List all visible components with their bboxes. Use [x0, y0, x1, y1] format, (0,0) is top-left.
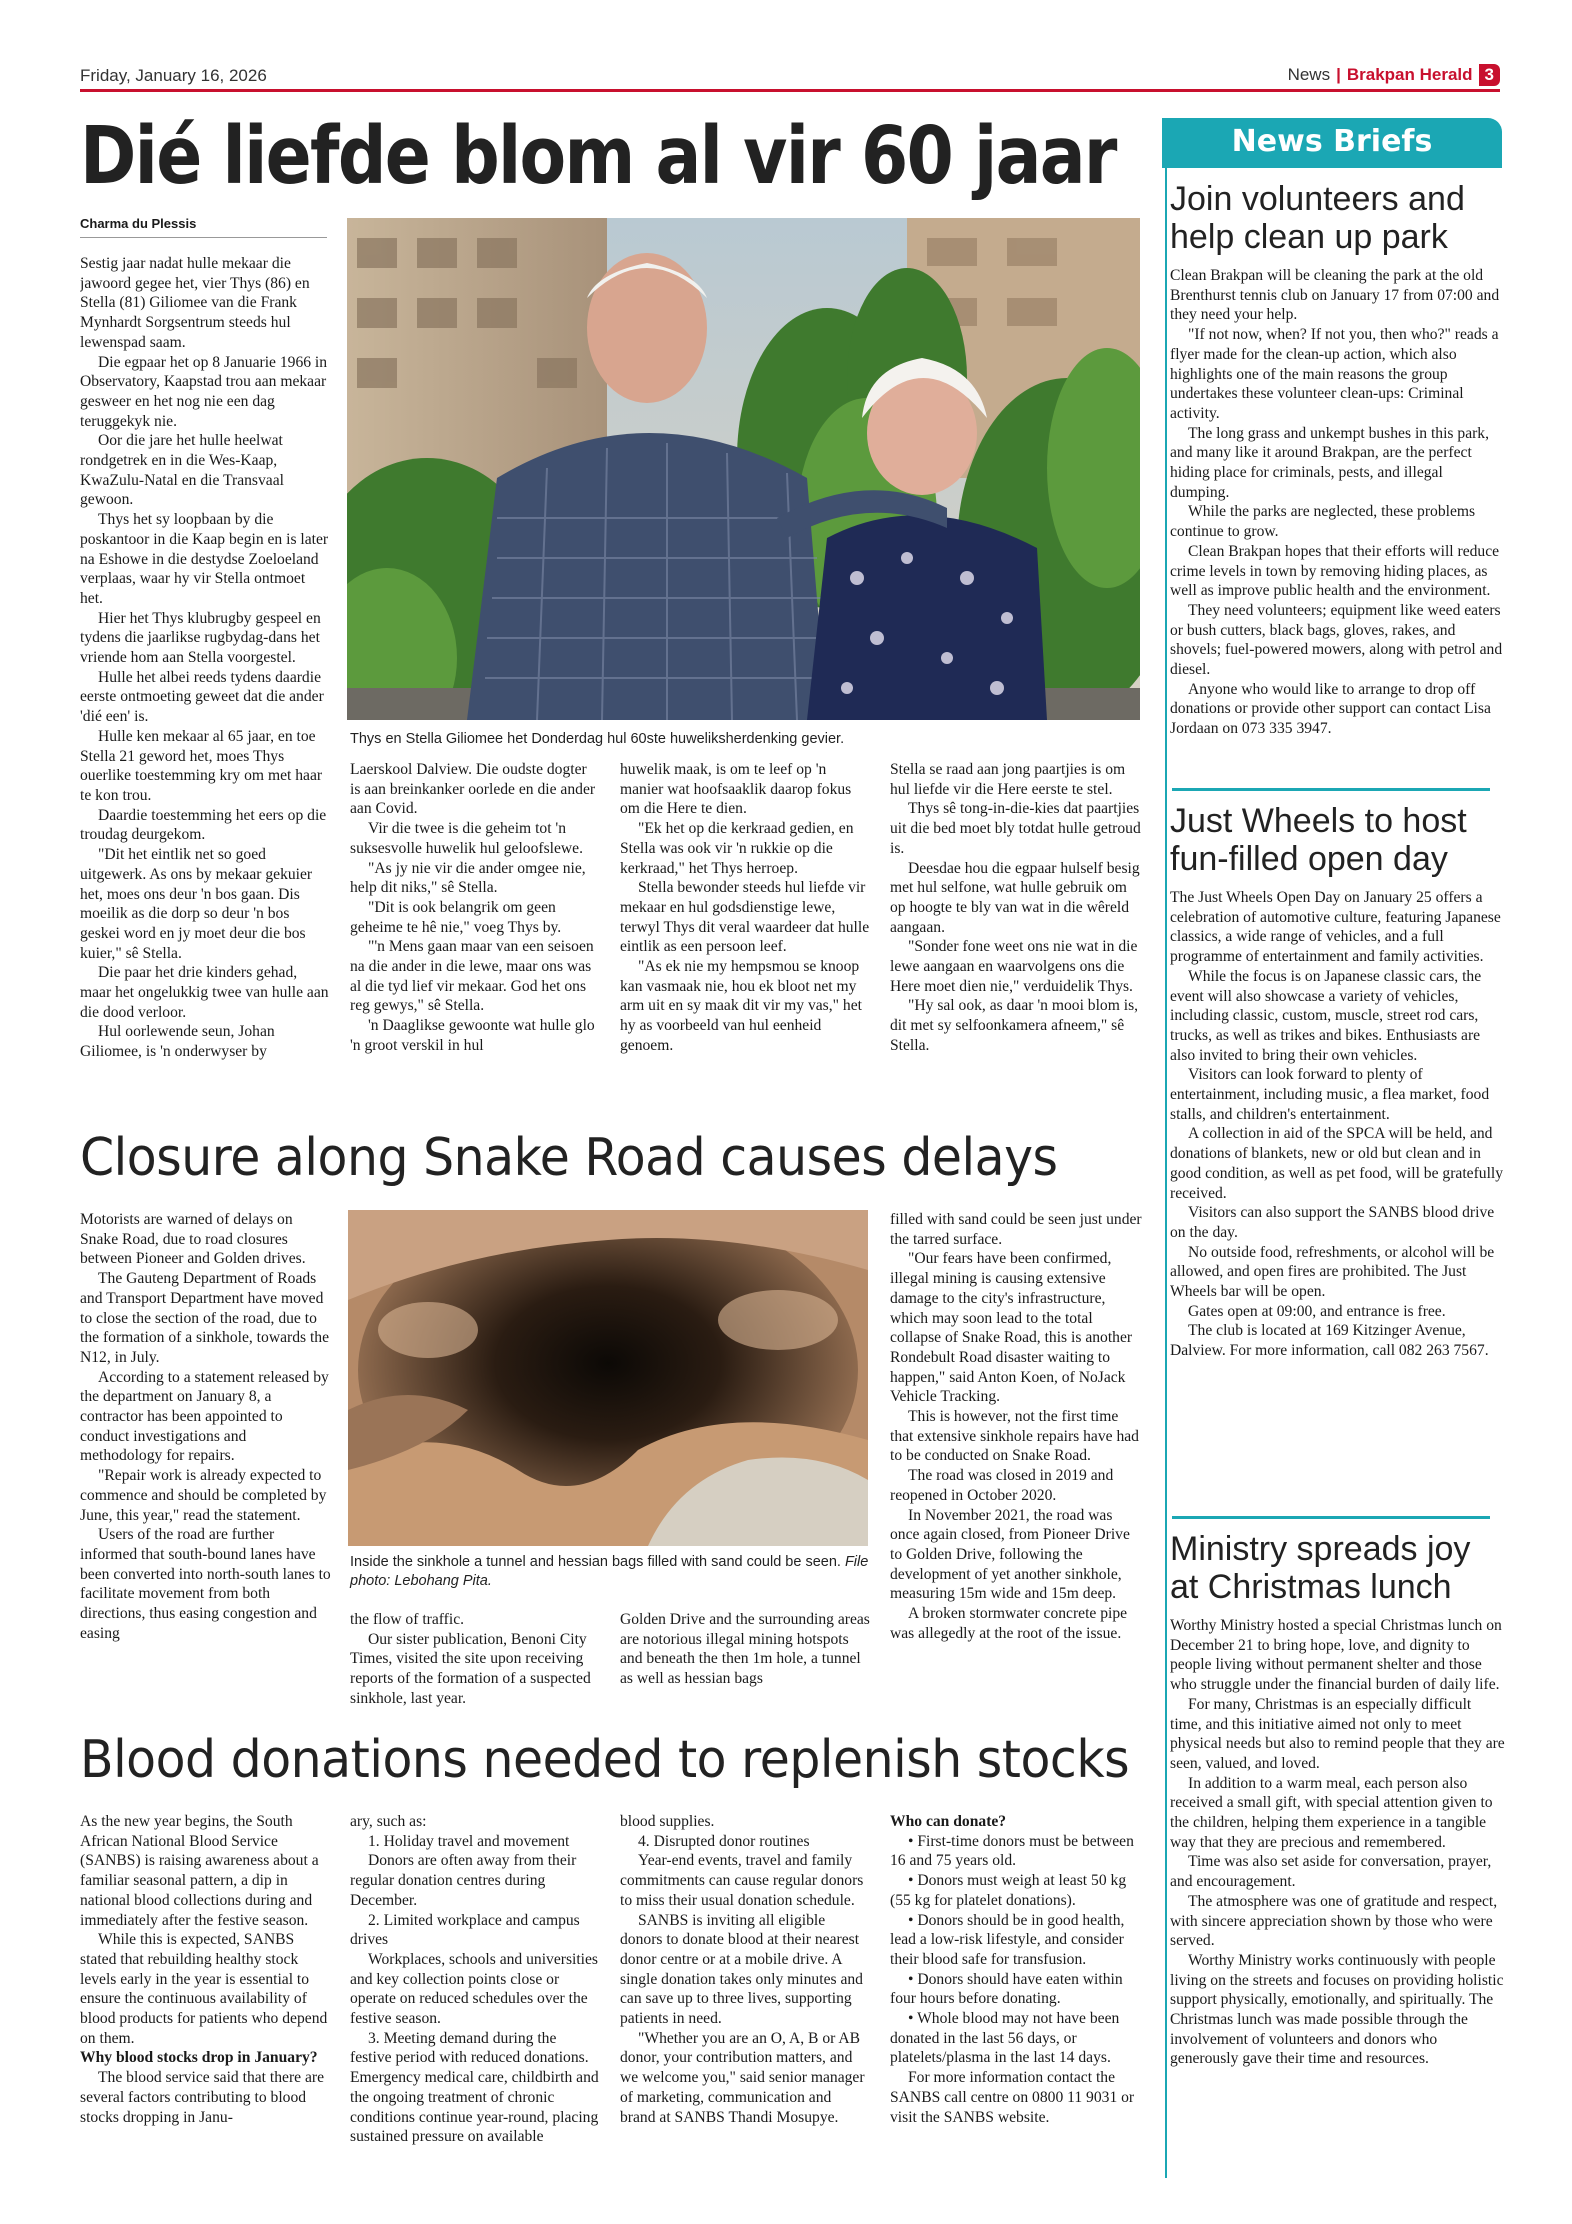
paragraph: As the new year begins, the South African National Blood Service (SANBS) is raising awareness about a familiar seasonal pattern, a dip in national blood collections during and immediately after the festive season. [80, 1813, 319, 1929]
paragraph: Stella se raad aan jong paartjies is om hul liefde vir die Here eerste te stel. [890, 761, 1126, 798]
story1-headline: Dié liefde blom al vir 60 jaar [80, 110, 1116, 202]
paragraph: Workplaces, schools and universities and key collection points close or operate on reduced schedules over the festive season. [350, 1950, 598, 2028]
news-briefs-title: News Briefs [1231, 124, 1433, 159]
paragraph: filled with sand could be seen just under the tarred surface. [890, 1211, 1142, 1248]
paragraph: "As ek nie my hempsmou se knoop kan vasmaak nie, hou ek bloot net my arm uit en sy maak dit vir my vas," het hy as voorbeeld van hul eenheid genoem. [620, 958, 862, 1054]
paragraph: Users of the road are further informed that south-bound lanes have been converted into north-south lanes to facilitate movement from both directions, thus easing congestion and easing [80, 1526, 331, 1642]
paragraph: No outside food, refreshments, or alcohol will be allowed, and open fires are prohibited. The Just Wheels bar will be open. [1170, 1243, 1495, 1301]
paragraph: Gates open at 09:00, and entrance is free. [1188, 1302, 1446, 1320]
paragraph: 4. Disrupted donor routines [638, 1832, 810, 1850]
paragraph: "Our fears have been confirmed, illegal mining is causing extensive damage to the city's infrastructure, which may soon lead to the total collapse of Snake Road, this is another Rondebult Road disaster waiting to happen," said Anton Koen, of NoJack Vehicle Tracking. [890, 1250, 1133, 1406]
story3-column-2 [350, 1812, 600, 2177]
paragraph: 1. Holiday travel and movement [368, 1832, 570, 1850]
paragraph: Hier het Thys klubrugby gespeel en tydens die jaarlikse rugbydag-dans het vriende hom aan Stella voorgestel. [80, 609, 321, 667]
paragraph: the flow of traffic. [350, 1611, 465, 1628]
paragraph: They need volunteers; equipment like weed eaters or bush cutters, black bags, gloves, rakes, and shovels; fuel-powered mowers, along with petrol and diesel. [1170, 601, 1503, 679]
paragraph: Thys sê tong-in-die-kies dat paartjies uit die bed moet bly totdat hulle getroud is. [890, 800, 1141, 857]
brief3-headline: Ministry spreads joy at Christmas lunch [1170, 1530, 1471, 1606]
sidebar-rule [1165, 168, 1167, 2178]
paragraph: While the parks are neglected, these problems continue to grow. [1170, 503, 1476, 541]
paragraph: • Donors should be in good health, lead a low-risk lifestyle, and consider their blood safe for transfusion. [890, 1911, 1125, 1968]
page-number: 3 [1479, 64, 1500, 86]
paragraph: Clean Brakpan hopes that their efforts will reduce crime levels in town by removing hiding places, as well as improve public health and the environment. [1170, 542, 1500, 600]
paragraph: For more information contact the SANBS call centre on 0800 11 9031 or visit the SANBS website. [890, 2069, 1135, 2126]
story1-caption: Thys en Stella Giliomee het Donderdag hul 60ste huweliksherdenking gevier. [350, 731, 845, 747]
paragraph: 'n Daaglikse gewoonte wat hulle glo 'n groot verskil in hul [350, 1017, 595, 1054]
paragraph: Our sister publication, Benoni City Times, visited the site upon receiving reports of the formation of a suspected sinkhole, last year. [350, 1630, 591, 1707]
brief2-headline: Just Wheels to host fun-filled open day [1170, 802, 1467, 878]
paragraph: Year-end events, travel and family commitments can cause regular donors to miss their usual donation schedule. [620, 1852, 864, 1909]
paragraph: A broken stormwater concrete pipe was allegedly at the root of the issue. [890, 1605, 1128, 1642]
paragraph: Donors are often away from their regular donation centres during December. [350, 1852, 577, 1909]
paragraph: The road was closed in 2019 and reopened in October 2020. [890, 1467, 1114, 1504]
masthead-right [1288, 64, 1500, 86]
paragraph: Hul oorlewende seun, Johan Giliomee, is 'n onderwyser by [80, 1023, 275, 1061]
story1-byline: Charma du Plessis [80, 216, 327, 238]
paragraph: This is however, not the first time that extensive sinkhole repairs have had to be conducted on Snake Road. [890, 1408, 1139, 1465]
paragraph: The club is located at 169 Kitzinger Avenue, Dalview. For more information, call 082 263 7567. [1170, 1322, 1489, 1360]
paragraph: Golden Drive and the surrounding areas are notorious illegal mining hotspots and beneath the then 1m hole, a tunnel as well as hessian bags [620, 1611, 870, 1688]
paragraph: • Donors must weigh at least 50 kg (55 kg for platelet donations). [890, 1872, 1127, 1909]
paragraph: Worthy Ministry works continuously with people living on the streets and focuses on providing holistic support physically, emotionally, and spiritually. The Christmas lunch was made possible through the involvement of volunteers and donors who generously gave their time and resources. [1170, 1951, 1504, 2068]
paragraph: Anyone who would like to arrange to drop off donations or provide other support can contact Lisa Jordaan on 073 335 3947. [1170, 680, 1491, 738]
paragraph: "'n Mens gaan maar van een seisoen na die ander in die lewe, maar ons was al die tyd lief vir mekaar. God het ons reg gewys," sê Stella. [350, 938, 594, 1015]
story3-headline: Blood donations needed to replenish stocks [80, 1730, 1130, 1790]
paragraph: Thys het sy loopbaan by die poskantoor in die Kaap begin en is later na Eshowe in die destydse Zoeloeland verplaas, waar hy vir Stella ontmoet het. [80, 511, 329, 607]
paragraph: While the focus is on Japanese classic cars, the event will also showcase a variety of vehicles, including classic, custom, muscle, street rod cars, trucks, as well as trikes and bikes. Enthusiasts are also invited to bring their own vehicles. [1170, 967, 1482, 1064]
paragraph: "Whether you are an O, A, B or AB donor, your contribution matters, and we welcome you," said senior manager of marketing, communication and brand at SANBS Thandi Mosupye. [620, 2029, 865, 2126]
paragraph: Visitors can look forward to plenty of entertainment, including music, a flea market, food stalls, and children's entertainment. [1170, 1066, 1490, 1123]
paragraph: 3. Meeting demand during the festive period with reduced donations. Emergency medical care, childbirth and the ongoing treatment of chronic conditions continue year-round, placing sustained pressure on available [350, 2029, 599, 2146]
paragraph: "As jy nie vir die ander omgee nie, help dit niks," sê Stella. [350, 859, 586, 897]
paragraph: blood supplies. [620, 1813, 715, 1830]
paragraph: Motorists are warned of delays on Snake Road, due to road closures between Pioneer and Golden drives. [80, 1211, 306, 1268]
paragraph: ary, such as: [350, 1813, 427, 1830]
paragraph: According to a statement released by the department on January 8, a contractor has been appointed to conduct investigations and methodology for repairs. [80, 1368, 329, 1465]
paragraph: • First-time donors must be between 16 and 75 years old. [890, 1832, 1134, 1870]
paragraph: 2. Limited workplace and campus drives [350, 1911, 580, 1949]
paragraph: Visitors can also support the SANBS blood drive on the day. [1170, 1204, 1495, 1241]
story1-column-2 [350, 760, 600, 1122]
story2-caption-text: Inside the sinkhole a tunnel and hessian bags filled with sand could be seen. [350, 1554, 841, 1570]
story1-column-4 [890, 760, 1142, 1122]
paragraph: "Sonder fone weet ons nie wat in die lewe aangaan en waarvolgens ons die Here moet dien nie," verduidelik Thys. [890, 938, 1138, 995]
paragraph: "Dit is ook belangrik om geen geheime te hê nie," voeg Thys by. [350, 898, 562, 936]
couple-photo-image [347, 218, 1140, 720]
paragraph: SANBS is inviting all eligible donors to donate blood at their nearest donor centre or at a mobile drive. A single donation takes only minutes and can save up to three lives, supporting patients in need. [620, 1911, 863, 2028]
paragraph: "If not now, when? If not you, then who?" reads a flyer made for the clean-up action, which also highlights one of the main reasons the group undertakes these volunteer clean-ups: Criminal activity. [1170, 326, 1499, 422]
sinkhole-photo-image [348, 1210, 868, 1546]
issue-date: Friday, January 16, 2026 [80, 66, 267, 85]
paragraph: Sestig jaar nadat hulle mekaar die jawoord gegee het, vier Thys (86) en Stella (81) Giliomee van die Frank Mynhardt Sorgsentrum steeds hul lewenspad saam. [80, 255, 310, 351]
story2-photo-credit: File photo: Lebohang Pita. [350, 1554, 869, 1589]
brief3-body [1170, 1616, 1505, 2178]
story2-headline: Closure along Snake Road causes delays [80, 1128, 1058, 1188]
paragraph: Stella bewonder steeds hul liefde vir mekaar en hul godsdienstige lewe, terwyl Thys dit veral waardeer dat hulle eintlik as een persoon leef. [620, 879, 870, 956]
paragraph: The long grass and unkempt bushes in this park, and many like it around Brakpan, are the perfect hiding place for criminals, pests, and illegal dumping. [1170, 424, 1490, 501]
subheading: Who can donate? [890, 1813, 1007, 1830]
paragraph: • Donors should have eaten within four hours before donating. [890, 1970, 1123, 2008]
story2-column-1 [80, 1210, 332, 1725]
couple-photo [347, 218, 1140, 720]
story3-column-4 [890, 1812, 1142, 2177]
paragraph: "Ek het op die kerkraad gedien, en Stella was ook vir 'n rukkie op die kerkraad," het Thys herroep. [620, 820, 854, 877]
paragraph: While this is expected, SANBS stated that rebuilding healthy stock levels early in the year is essential to ensure the continuous availability of blood products for patients who depend on them. [80, 1931, 328, 2047]
header-rule [80, 89, 1500, 92]
paragraph: The Just Wheels Open Day on January 25 offers a celebration of automotive culture, featuring Japanese classics, a wide range of vehicles, and a full programme of entertainment and family activities. [1170, 889, 1501, 966]
paragraph: The atmosphere was one of gratitude and respect, with sincere appreciation shown by those who were served. [1170, 1892, 1498, 1950]
paragraph: Laerskool Dalview. Die oudste dogter is aan breinkanker oorlede en die ander aan Covid. [350, 761, 596, 818]
section-label: News [1287, 65, 1331, 84]
paragraph: In addition to a warm meal, each person also received a small gift, with special attention given to the children, helping them experience in a tangible way that they are precious and remembered. [1170, 1774, 1493, 1851]
paragraph: Hulle het albei reeds tydens daardie eerste ontmoeting geweet dat die ander 'dié een' is. [80, 668, 324, 726]
story2-caption [350, 1553, 870, 1591]
paragraph: "Hy sal ook, as daar 'n mooi blom is, dit met sy selfoonkamera afneem," sê Stella. [890, 997, 1139, 1054]
sinkhole-photo [348, 1210, 868, 1546]
brand-name: Brakpan Herald [1346, 65, 1473, 84]
paragraph: Deesdae hou die egpaar hulself besig met hul selfone, wat hulle gebruik om op hoogte te bly van wat in die wêreld aangaan. [890, 859, 1140, 936]
brief2-body [1170, 888, 1505, 1500]
paragraph: Die egpaar het op 8 Januarie 1966 in Observatory, Kaapstad trou aan mekaar gesweer en het nog nie een dag teruggekyk nie. [80, 353, 328, 430]
brief1-body [1170, 266, 1505, 771]
paragraph: "Dit het eintlik net so goed uitgewerk. As ons by mekaar gekuier het, moes ons deur 'n bos gaan. Dis moeilik as die dorp so deur 'n bos geskei word en jy moet deur die bos kuier," sê Stella. [80, 846, 313, 962]
paragraph: Worthy Ministry hosted a special Christmas lunch on December 21 to bring hope, love, and dignity to people living without permanent shelter and those who struggle under the financial burden of daily life. [1170, 1617, 1502, 1694]
paragraph: huwelik maak, is om te leef op 'n manier wat hoofsaaklik daarop fokus om die Here te dien. [620, 761, 852, 818]
story1-column-3 [620, 760, 870, 1122]
paragraph: Vir die twee is die geheim tot 'n suksesvolle huwelik hul geloofslewe. [350, 820, 584, 857]
paragraph: • Whole blood may not have been donated in the last 56 days, or platelets/plasma in the last 14 days. [890, 2010, 1120, 2067]
brief-divider-1 [1172, 788, 1490, 791]
paragraph: In November 2021, the road was once again closed, from Pioneer Drive to Golden Drive, following the development of yet another sinkhole, measuring 15m wide and 15m deep. [890, 1506, 1130, 1603]
brief-divider-2 [1172, 1516, 1490, 1519]
subheading: Why blood stocks drop in January? [80, 2049, 318, 2067]
paragraph: For many, Christmas is an especially difficult time, and this initiative aimed not only to meet physical needs but also to remind people that they are seen, valued, and loved. [1170, 1695, 1505, 1772]
brief1-headline: Join volunteers and help clean up park [1170, 180, 1465, 256]
paragraph: Die paar het drie kinders gehad, maar het ongelukkig twee van hulle aan die dood verloor. [80, 964, 329, 1021]
paragraph: Hulle ken mekaar al 65 jaar, en toe Stella 21 geword het, moes Thys ouerlike toestemming kry om met haar te kon trou. [80, 727, 323, 804]
paragraph: "Repair work is already expected to commence and should be completed by June, this year," read the statement. [80, 1467, 327, 1524]
story1-column-1 [80, 254, 330, 1119]
story3-column-3 [620, 1812, 870, 2177]
story2-column-3 [620, 1610, 870, 1725]
paragraph: The Gauteng Department of Roads and Transport Department have moved to close the section of the road, due to the formation of a sinkhole, towards the N12, in July. [80, 1270, 330, 1366]
paragraph: A collection in aid of the SPCA will be held, and donations of blankets, new or old but clean and in good condition, as well as pet food, will be gratefully received. [1170, 1125, 1504, 1202]
story2-column-2 [350, 1610, 600, 1725]
paragraph: Oor die jare het hulle heelwat rondgetrek en in die Wes-Kaap, KwaZulu-Natal en die Transvaal gewoon. [80, 432, 284, 509]
paragraph: The blood service said that there are several factors contributing to blood stocks dropping in Janu- [80, 2069, 325, 2126]
masthead-separator: | [1336, 65, 1341, 84]
paragraph: Clean Brakpan will be cleaning the park at the old Brenthurst tennis club on January 17 from 07:00 and they need your help. [1170, 267, 1500, 324]
paragraph: Time was also set aside for conversation, prayer, and encouragement. [1170, 1853, 1492, 1891]
story2-column-4 [890, 1210, 1142, 1725]
paragraph: Daardie toestemming het eers op die troudag deurgekom. [80, 806, 327, 844]
story3-column-1 [80, 1812, 332, 2177]
